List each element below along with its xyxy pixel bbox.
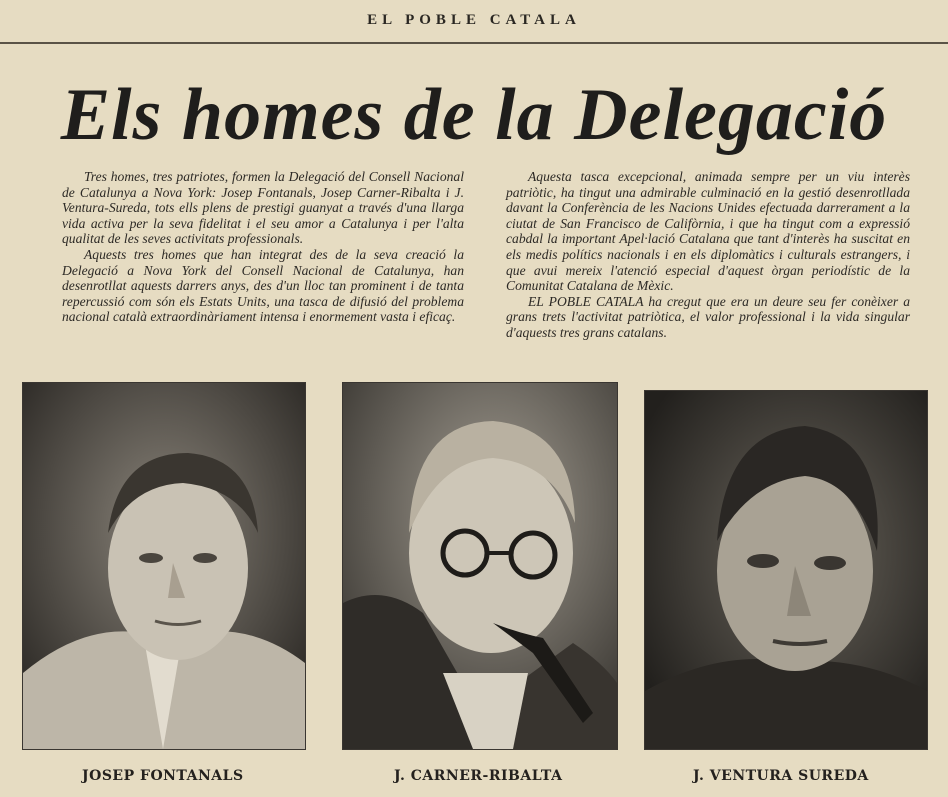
portrait-j-ventura-sureda	[644, 390, 928, 750]
portrait-josep-fontanals	[22, 382, 306, 750]
article-column-right	[506, 169, 910, 341]
paragraph: Aquesta tasca excepcional, animada sempre per un viu interès patriòtic, ha tingut una admirable culminació en la gestió desenrotllada davant la Conferència de les Nacions Unides efectuada darrerament a la ciutat de San Francisco de Califòrnia, i que ha tingut com a expressió cabdal la important Apel·lació Catalana que tant d'interès ha suscitat en els medis polítics nacionals i en els diplomàtics i culturals estrangers, i que avui mereix l'atenció especial d'aquest òrgan periodístic de la Comunitat Catalana de Mèxic.	[506, 169, 910, 294]
portrait-caption: J. CARNER-RIBALTA	[394, 768, 563, 784]
portrait-photo-icon	[645, 391, 927, 749]
paragraph: EL POBLE CATALA ha cregut que era un deure seu fer conèixer a grans trets l'activitat patriòtica, el valor professional i la vida singular d'aquests tres grans catalans.	[506, 293, 910, 340]
portrait-photo-icon	[343, 383, 617, 749]
portrait-caption: J. VENTURA SUREDA	[693, 768, 869, 784]
masthead-title: EL POBLE CATALA	[367, 12, 581, 28]
paragraph: Aquests tres homes que han integrat des de la seva creació la Delegació a Nova York del Consell Nacional de Catalunya, han desenrotllat aquests darrers anys, des d'un lloc tan prominent i de tanta repercussió com són els Estats Units, una tasca de difusió del problema nacional català extraordinàriament intensa i enormement vasta i eficaç.	[62, 246, 464, 325]
paragraph: Tres homes, tres patriotes, formen la Delegació del Consell Nacional de Catalunya a Nova York: Josep Fontanals, Josep Carner-Ribalta i J. Ventura-Sureda, tots ells plens de prestigi guanyat a través d'una llarga vida activa per la seva fidelitat i el seu amor a Catalunya i per l'alta qualitat de les seves activitats professionals.	[62, 169, 464, 247]
headline: Els homes de la Delegació	[60, 74, 888, 156]
article-column-left	[62, 169, 464, 325]
portrait-photo-icon	[23, 383, 305, 749]
portrait-caption: JOSEP FONTANALS	[82, 768, 244, 784]
portrait-j-carner-ribalta	[342, 382, 618, 750]
masthead	[0, 0, 948, 44]
